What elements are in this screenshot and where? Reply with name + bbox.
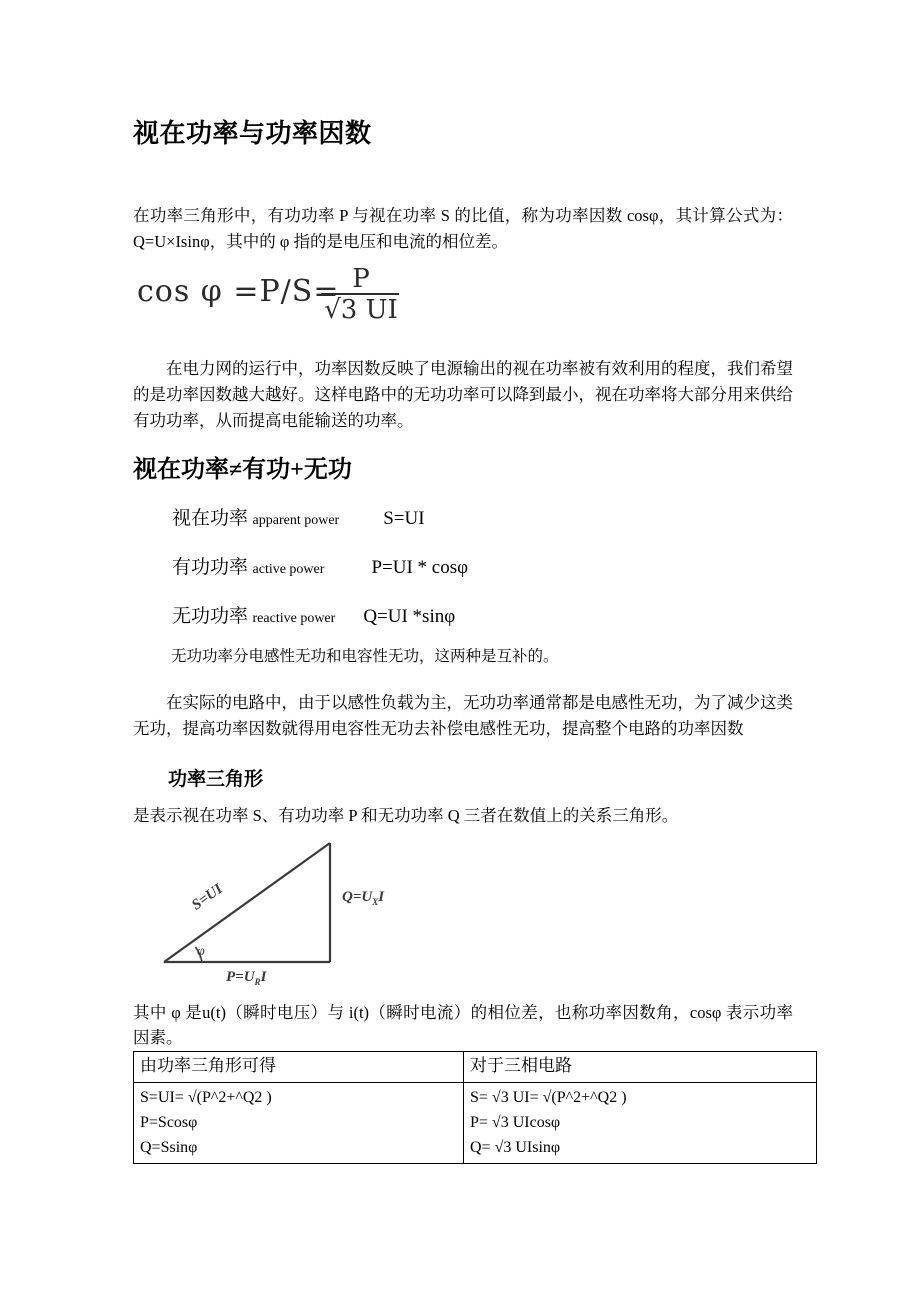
- table-header-cell: 由功率三角形可得: [134, 1052, 464, 1083]
- triangle-active-label-base: P=U: [226, 969, 255, 985]
- table-cell-line: S=UI= √(P^2+^Q2 ): [140, 1089, 272, 1106]
- triangle-reactive-label: [342, 889, 384, 907]
- triangle-hypotenuse-label: S=UI: [189, 881, 226, 914]
- grid-operation-paragraph: 在电力网的运行中，功率因数反映了电源输出的视在功率被有效利用的程度，我们希望的是功率因数越大越好。这样电路中的无功功率可以降到最小，视在功率将大部分用来供给有功功率，从而提高电能输送的功率。: [133, 359, 793, 430]
- definition-en-label: reactive power: [252, 611, 336, 626]
- definition-apparent-power: [172, 508, 425, 531]
- definition-equation: S=UI: [383, 508, 425, 529]
- power-factor-formula-image: [137, 266, 407, 328]
- table-cell-line: P=Scosφ: [140, 1114, 198, 1131]
- power-triangle-caption: 其中 φ 是u(t)（瞬时电压）与 i(t)（瞬时电流）的相位差，也称功率因数角，cosφ 表示功率因素。: [133, 1003, 793, 1047]
- formula-fraction: [321, 266, 401, 324]
- section-heading-power-types: 视在功率≠有功+无功: [133, 457, 352, 483]
- triangle-reactive-label-sub: X: [372, 897, 379, 907]
- table-cell-left: [134, 1083, 464, 1164]
- intro-paragraph: 在功率三角形中，有功功率 P 与视在功率 S 的比值，称为功率因数 cosφ，其计算公式为：Q=U×Isinφ，其中的 φ 指的是电压和电流的相位差。: [133, 206, 793, 251]
- power-triangle-figure: [150, 836, 415, 996]
- real-circuit-paragraph: 在实际的电路中，由于以感性负载为主，无功功率通常都是电感性无功，为了减少这类无功，提高功率因数就得用电容性无功去补偿电感性无功，提高整个电路的功率因数: [133, 693, 793, 738]
- table-cell-line: Q=Ssinφ: [140, 1139, 198, 1156]
- table-cell-line: P= √3 UIcosφ: [470, 1114, 561, 1131]
- definition-active-power: [172, 557, 468, 580]
- table-header-row: [134, 1052, 817, 1083]
- page-title: 视在功率与功率因数: [133, 119, 372, 148]
- section-heading-power-triangle: 功率三角形: [168, 769, 264, 790]
- definition-en-label: active power: [252, 562, 325, 577]
- definition-cn-label: 无功功率: [172, 606, 249, 627]
- table-cell-line: S= √3 UI= √(P^2+^Q2 ): [470, 1089, 627, 1106]
- triangle-angle-label: φ: [197, 944, 205, 959]
- triangle-active-label-sub: R: [254, 977, 261, 987]
- definition-cn-label: 有功功率: [172, 557, 249, 578]
- formula-denominator: √3 UI: [324, 295, 398, 325]
- reactive-power-note: 无功功率分电感性无功和电容性无功，这两种是互补的。: [171, 648, 559, 665]
- definition-equation: Q=UI *sinφ: [363, 606, 456, 627]
- table-header-cell: 对于三相电路: [464, 1052, 817, 1083]
- triangle-hypotenuse-line: [164, 843, 330, 962]
- definition-reactive-power: [172, 606, 455, 629]
- formula-lhs: cos φ =P/S=: [137, 274, 340, 309]
- power-triangle-svg: [150, 836, 415, 996]
- triangle-active-label-tail: I: [260, 969, 267, 985]
- definition-equation: P=UI * cosφ: [371, 557, 469, 578]
- definition-cn-label: 视在功率: [172, 508, 249, 529]
- table-cell-line: Q= √3 UIsinφ: [470, 1139, 561, 1156]
- table-cell-right: [464, 1083, 817, 1164]
- power-triangle-description: 是表示视在功率 S、有功功率 P 和无功功率 Q 三者在数值上的关系三角形。: [133, 806, 679, 825]
- formula-numerator: P: [352, 264, 370, 294]
- triangle-reactive-label-tail: I: [378, 889, 385, 905]
- formula-table: [133, 1051, 817, 1164]
- triangle-active-label: [226, 969, 266, 987]
- table-row: [134, 1083, 817, 1164]
- definition-en-label: apparent power: [252, 513, 340, 528]
- triangle-reactive-label-base: Q=U: [342, 889, 373, 905]
